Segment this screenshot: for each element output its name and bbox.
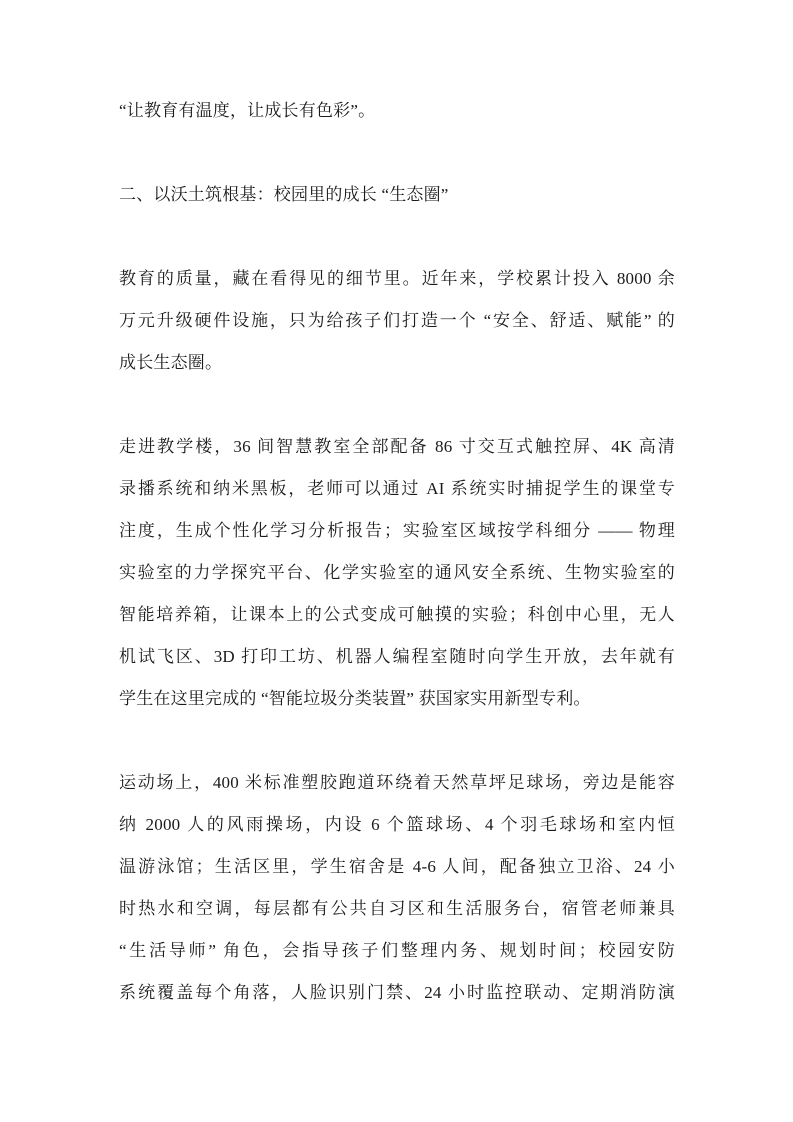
text-line: 运动场上，400 米标准塑胶跑道环绕着天然草坪足球场，旁边是能容 xyxy=(119,773,675,792)
section-heading: 二、以沃土筑根基：校园里的成长 “生态圈” xyxy=(119,185,449,204)
text-line: 教育的质量，藏在看得见的细节里。近年来，学校累计投入 8000 余 xyxy=(119,269,675,288)
text-line: 时热水和空调，每层都有公共自习区和生活服务台，宿管老师兼具 xyxy=(119,899,675,918)
opening-quote-line: “让教育有温度，让成长有色彩”。 xyxy=(119,101,376,120)
paragraph-teaching-building xyxy=(119,426,675,720)
text-line: 录播系统和纳米黑板，老师可以通过 AI 系统实时捕捉学生的课堂专 xyxy=(119,479,675,498)
text-line: 系统覆盖每个角落，人脸识别门禁、24 小时监控联动、定期消防演 xyxy=(119,983,675,1002)
text-line: 学生在这里完成的 “智能垃圾分类装置” 获国家实用新型专利。 xyxy=(119,689,591,708)
text-line: 纳 2000 人的风雨操场，内设 6 个篮球场、4 个羽毛球场和室内恒 xyxy=(119,815,675,834)
blank-line xyxy=(119,384,675,426)
blank-line xyxy=(119,720,675,762)
text-line: 温游泳馆；生活区里，学生宿舍是 4-6 人间，配备独立卫浴、24 小 xyxy=(119,857,675,876)
text-line: 走进教学楼，36 间智慧教室全部配备 86 寸交互式触控屏、4K 高清 xyxy=(119,437,675,456)
text-line: “生活导师” 角色，会指导孩子们整理内务、规划时间；校园安防 xyxy=(119,941,675,960)
text-line: 万元升级硬件设施，只为给孩子们打造一个 “安全、舒适、赋能” 的 xyxy=(119,311,675,330)
text-line: 注度，生成个性化学习分析报告；实验室区域按学科细分 —— 物理 xyxy=(119,521,675,540)
text-line: 机试飞区、3D 打印工坊、机器人编程室随时向学生开放，去年就有 xyxy=(119,647,675,666)
blank-line xyxy=(119,132,675,174)
paragraph-sports-and-dorm xyxy=(119,762,675,1014)
blank-line xyxy=(119,216,675,258)
text-line: 成长生态圈。 xyxy=(119,353,223,372)
text-line: 智能培养箱，让课本上的公式变成可触摸的实验；科创中心里，无人 xyxy=(119,605,675,624)
paragraph-facility-investment xyxy=(119,258,675,384)
text-line: 实验室的力学探究平台、化学实验室的通风安全系统、生物实验室的 xyxy=(119,563,675,582)
